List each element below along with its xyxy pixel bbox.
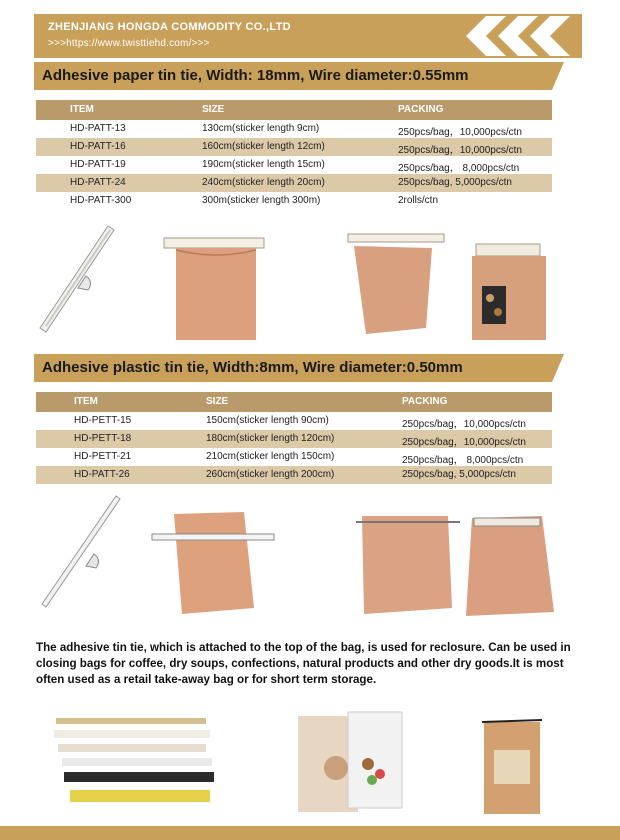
bag-with-tie-image <box>164 238 264 340</box>
size-cell: 150cm(sticker length 90cm) <box>206 415 329 426</box>
closed-bag-image <box>466 516 554 616</box>
product-description: The adhesive tin tie, which is attached to the top of the bag, is used for reclosure. Can be used in closing bags for coffee, dry soups, confections, natural products and other dry goods.It is most often used as a retail take-away bag or for short term storage. <box>36 641 571 686</box>
size-cell: 240cm(sticker length 20cm) <box>202 177 325 188</box>
section1-title-band <box>34 62 552 90</box>
band-arrow-icon <box>552 354 564 382</box>
col-packing-header: PACKING <box>398 104 444 115</box>
packing-cell: 250pcs/bag，10,000pcs/ctn <box>402 437 526 448</box>
size-cell: 260cm(sticker length 200cm) <box>206 469 335 480</box>
folded-bag-image <box>348 234 444 334</box>
packing-cell: 250pcs/bag, 5,000pcs/ctn <box>398 177 512 188</box>
window-bags-image <box>298 712 402 812</box>
page-header <box>0 14 620 58</box>
table-row <box>36 192 552 210</box>
packing-cell: 250pcs/bag，10,000pcs/ctn <box>398 145 522 156</box>
company-name: ZHENJIANG HONGDA COMMODITY CO.,LTD <box>48 21 291 33</box>
table-row <box>36 120 552 138</box>
section1-title: Adhesive paper tin tie, Width: 18mm, Wire diameter:0.55mm <box>42 67 469 84</box>
table-header <box>36 392 552 412</box>
size-cell: 180cm(sticker length 120cm) <box>206 433 335 444</box>
packing-cell: 250pcs/bag, 5,000pcs/ctn <box>402 469 516 480</box>
col-size-header: SIZE <box>206 396 229 407</box>
plastic-tie-product-photos <box>36 492 588 622</box>
col-item-header: ITEM <box>74 396 98 407</box>
table-row <box>36 138 552 156</box>
item-cell: HD-PATT-26 <box>74 469 130 480</box>
paper-tie-product-photos <box>36 224 588 342</box>
item-cell: HD-PETT-15 <box>74 415 132 426</box>
item-cell: HD-PETT-18 <box>74 433 132 444</box>
tin-tie-strip-image <box>42 496 120 607</box>
footer-bar <box>0 826 620 840</box>
opened-bag-image <box>356 516 460 614</box>
packing-cell: 250pcs/bag， 8,000pcs/ctn <box>402 455 524 466</box>
size-cell: 300m(sticker length 300m) <box>202 195 321 206</box>
packing-cell: 2rolls/ctn <box>398 195 439 206</box>
item-cell: HD-PETT-21 <box>74 451 132 462</box>
col-item-header: ITEM <box>70 104 94 115</box>
packing-cell: 250pcs/bag， 8,000pcs/ctn <box>398 163 520 174</box>
size-cell: 190cm(sticker length 15cm) <box>202 159 325 170</box>
size-cell: 130cm(sticker length 9cm) <box>202 123 320 134</box>
section1-table <box>36 100 552 210</box>
table-row <box>36 156 552 174</box>
chevron-decoration-icon <box>456 14 586 58</box>
bag-with-tie-image <box>152 512 274 614</box>
window-bag-image <box>472 244 546 340</box>
item-cell: HD-PATT-300 <box>70 195 132 206</box>
item-cell: HD-PATT-24 <box>70 177 126 188</box>
table-row <box>36 174 552 192</box>
table-row <box>36 466 552 484</box>
item-cell: HD-PATT-19 <box>70 159 126 170</box>
kraft-coffee-bag-image <box>482 720 542 814</box>
table-header <box>36 100 552 120</box>
item-cell: HD-PATT-16 <box>70 141 126 152</box>
col-size-header: SIZE <box>202 104 225 115</box>
size-cell: 160cm(sticker length 12cm) <box>202 141 325 152</box>
table-row <box>36 412 552 430</box>
tie-rolls-image <box>54 718 214 802</box>
company-url[interactable]: >>>https://www.twisttiehd.com/>>> <box>48 38 210 49</box>
packing-cell: 250pcs/bag，10,000pcs/ctn <box>402 419 526 430</box>
packing-cell: 250pcs/bag，10,000pcs/ctn <box>398 127 522 138</box>
table-row <box>36 448 552 466</box>
tin-tie-strip-image <box>40 226 114 332</box>
table-row <box>36 430 552 448</box>
section2-title-band <box>34 354 552 382</box>
band-arrow-icon <box>552 62 564 90</box>
col-packing-header: PACKING <box>402 396 448 407</box>
size-cell: 210cm(sticker length 150cm) <box>206 451 335 462</box>
assorted-products-photo <box>36 708 588 820</box>
section2-table <box>36 392 552 484</box>
section2-title: Adhesive plastic tin tie, Width:8mm, Wire diameter:0.50mm <box>42 359 463 376</box>
item-cell: HD-PATT-13 <box>70 123 126 134</box>
